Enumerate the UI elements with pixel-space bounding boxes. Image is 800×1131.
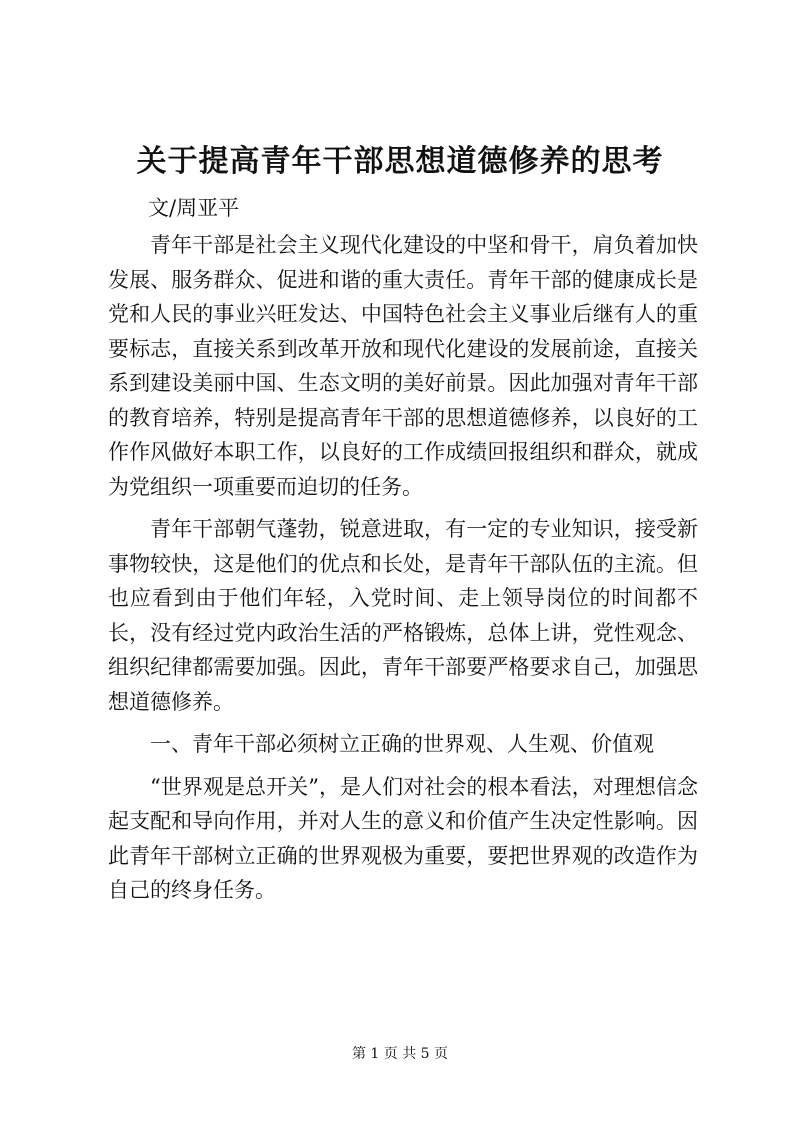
author-line: 文/周亚平	[148, 196, 240, 220]
paragraph-3: “世界观是总开关”，是人们对社会的根本看法，对理想信念起支配和导向作用，并对人生的意义和价值产生决定性影响。因此青年干部树立正确的世界观极为重要，要把世界观的改造作为自己的终身任务。	[108, 774, 698, 902]
document-title: 关于提高青年干部思想道德修养的思考	[136, 144, 664, 179]
document-body	[108, 228, 698, 916]
paragraph-1: 青年干部是社会主义现代化建设的中坚和骨干，肩负着加快发展、服务群众、促进和谐的重大责任。青年干部的健康成长是党和人民的事业兴旺发达、中国特色社会主义事业后继有人的重要标志，直接关系到改革开放和现代化建设的发展前途，直接关系到建设美丽中国、生态文明的美好前景。因此加强对青年干部的教育培养，特别是提高青年干部的思想道德修养，以良好的工作作风做好本职工作，以良好的工作成绩回报组织和群众，就成为党组织一项重要而迫切的任务。	[108, 233, 698, 499]
paragraph-2: 青年干部朝气蓬勃，锐意进取，有一定的专业知识，接受新事物较快，这是他们的优点和长处，是青年干部队伍的主流。但也应看到由于他们年轻，入党时间、走上领导岗位的时间都不长，没有经过党内政治生活的严格锻炼，总体上讲，党性观念、组织纪律都需要加强。因此，青年干部要严格要求自己，加强思想道德修养。	[108, 517, 698, 714]
page-number-footer: 第 1 页 共 5 页	[351, 1046, 449, 1062]
section-heading-1: 一、青年干部必须树立正确的世界观、人生观、价值观	[150, 732, 654, 756]
